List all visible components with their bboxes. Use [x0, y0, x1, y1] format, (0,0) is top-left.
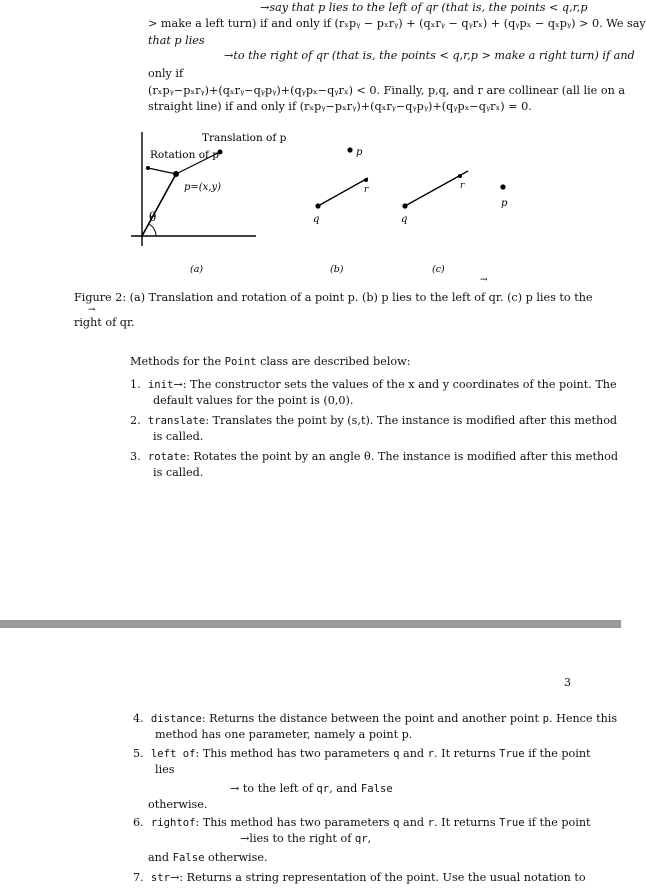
sublabel-b: (b): [330, 264, 344, 275]
segment-qr-b: [318, 178, 368, 206]
list-item-cont: → to the left of qr, and False: [230, 782, 393, 795]
list-item-cont: and False otherwise.: [148, 851, 268, 864]
text-line: straight line) if and only if (rₓpᵧ−pₓrᵧ)+(qₓrᵧ−qᵧpᵧ)+(qᵧpₓ−qᵧrₓ) = 0.: [148, 100, 532, 113]
methods-intro: Methods for the Point class are described below:: [130, 355, 411, 368]
list-item: 4. distance: Returns the distance between the point and another point p. Hence this: [133, 712, 618, 725]
translation-label: Translation of p: [202, 132, 287, 144]
list-item: 5. left of: This method has two parameters q and r. It returns True if the point: [133, 747, 591, 760]
text-line: →say that p lies to the left of qr (that is, the points < q,r,p: [260, 1, 588, 14]
rotation-label: Rotation of p: [150, 149, 219, 161]
list-item-cont: is called.: [153, 466, 204, 479]
label-r-c: r: [460, 181, 465, 191]
text-line: →to the right of qr (that is, the points < q,r,p > make a right turn) if and: [224, 49, 635, 62]
point-q-b: [315, 203, 320, 208]
caption-arrow-1: →: [480, 275, 488, 285]
sublabel-a: (a): [190, 264, 204, 275]
list-item: 7. str→: Returns a string representation of the point. Use the usual notation to: [133, 871, 586, 884]
list-item: 2. translate: Translates the point by (s,t). The instance is modified after this method: [130, 414, 618, 427]
list-item-cont: otherwise.: [148, 798, 208, 811]
text-line: only if: [148, 67, 184, 80]
label-p-b: p: [356, 147, 363, 158]
list-item: 1. init→: The constructor sets the values of the x and y coordinates of the point. The: [130, 378, 617, 391]
list-item-cont: →lies to the right of qr,: [240, 832, 372, 845]
label-r-b: r: [364, 185, 369, 195]
label-p-c: p: [501, 198, 508, 209]
rotated-point: [146, 166, 150, 170]
figure-2: [0, 0, 621, 315]
list-item-cont: method has one parameter, namely a point p.: [155, 728, 413, 741]
point-q-c: [402, 203, 407, 208]
figure-caption: Figure 2: (a) Translation and rotation of a point p. (b) p lies to the left of qr. (c) p lies to the: [74, 291, 593, 304]
text-line: that p lies: [148, 34, 205, 47]
rotation-line: [148, 168, 176, 174]
page-separator: [0, 620, 621, 628]
caption-arrow-2: →: [88, 305, 96, 315]
label-q-c: q: [401, 214, 408, 225]
list-item-cont: lies: [155, 763, 175, 776]
theta-arc: [149, 224, 156, 236]
list-item-cont: default values for the point is (0,0).: [153, 394, 354, 407]
label-q-b: q: [313, 214, 320, 225]
theta-label: θ: [149, 210, 157, 224]
sublabel-c: (c): [432, 264, 445, 275]
point-p: [173, 171, 179, 177]
text-line: > make a left turn) if and only if (rₓpᵧ − pₓrᵧ) + (qₓrᵧ − qᵧrₓ) + (qᵧpₓ − qₓpᵧ) > 0. We say: [148, 17, 646, 30]
figure-caption: right of qr.: [74, 316, 135, 329]
page-number: 3: [564, 676, 571, 689]
list-item: 6. rightof: This method has two parameters q and r. It returns True if the point: [133, 816, 591, 829]
point-p-b: [347, 147, 352, 152]
point-r-c: [458, 174, 462, 178]
point-r-b: [364, 178, 368, 182]
vector-to-p: [142, 174, 176, 236]
text-line: (rₓpᵧ−pₓrᵧ)+(qₓrᵧ−qᵧpᵧ)+(qᵧpₓ−qᵧrₓ) < 0. Finally, p,q, and r are collinear (all lie on a: [148, 84, 626, 97]
point-label: p=(x,y): [184, 182, 222, 193]
list-item: 3. rotate: Rotates the point by an angle θ. The instance is modified after this method: [130, 450, 619, 463]
list-item-cont: is called.: [153, 430, 204, 443]
point-p-c: [500, 184, 505, 189]
